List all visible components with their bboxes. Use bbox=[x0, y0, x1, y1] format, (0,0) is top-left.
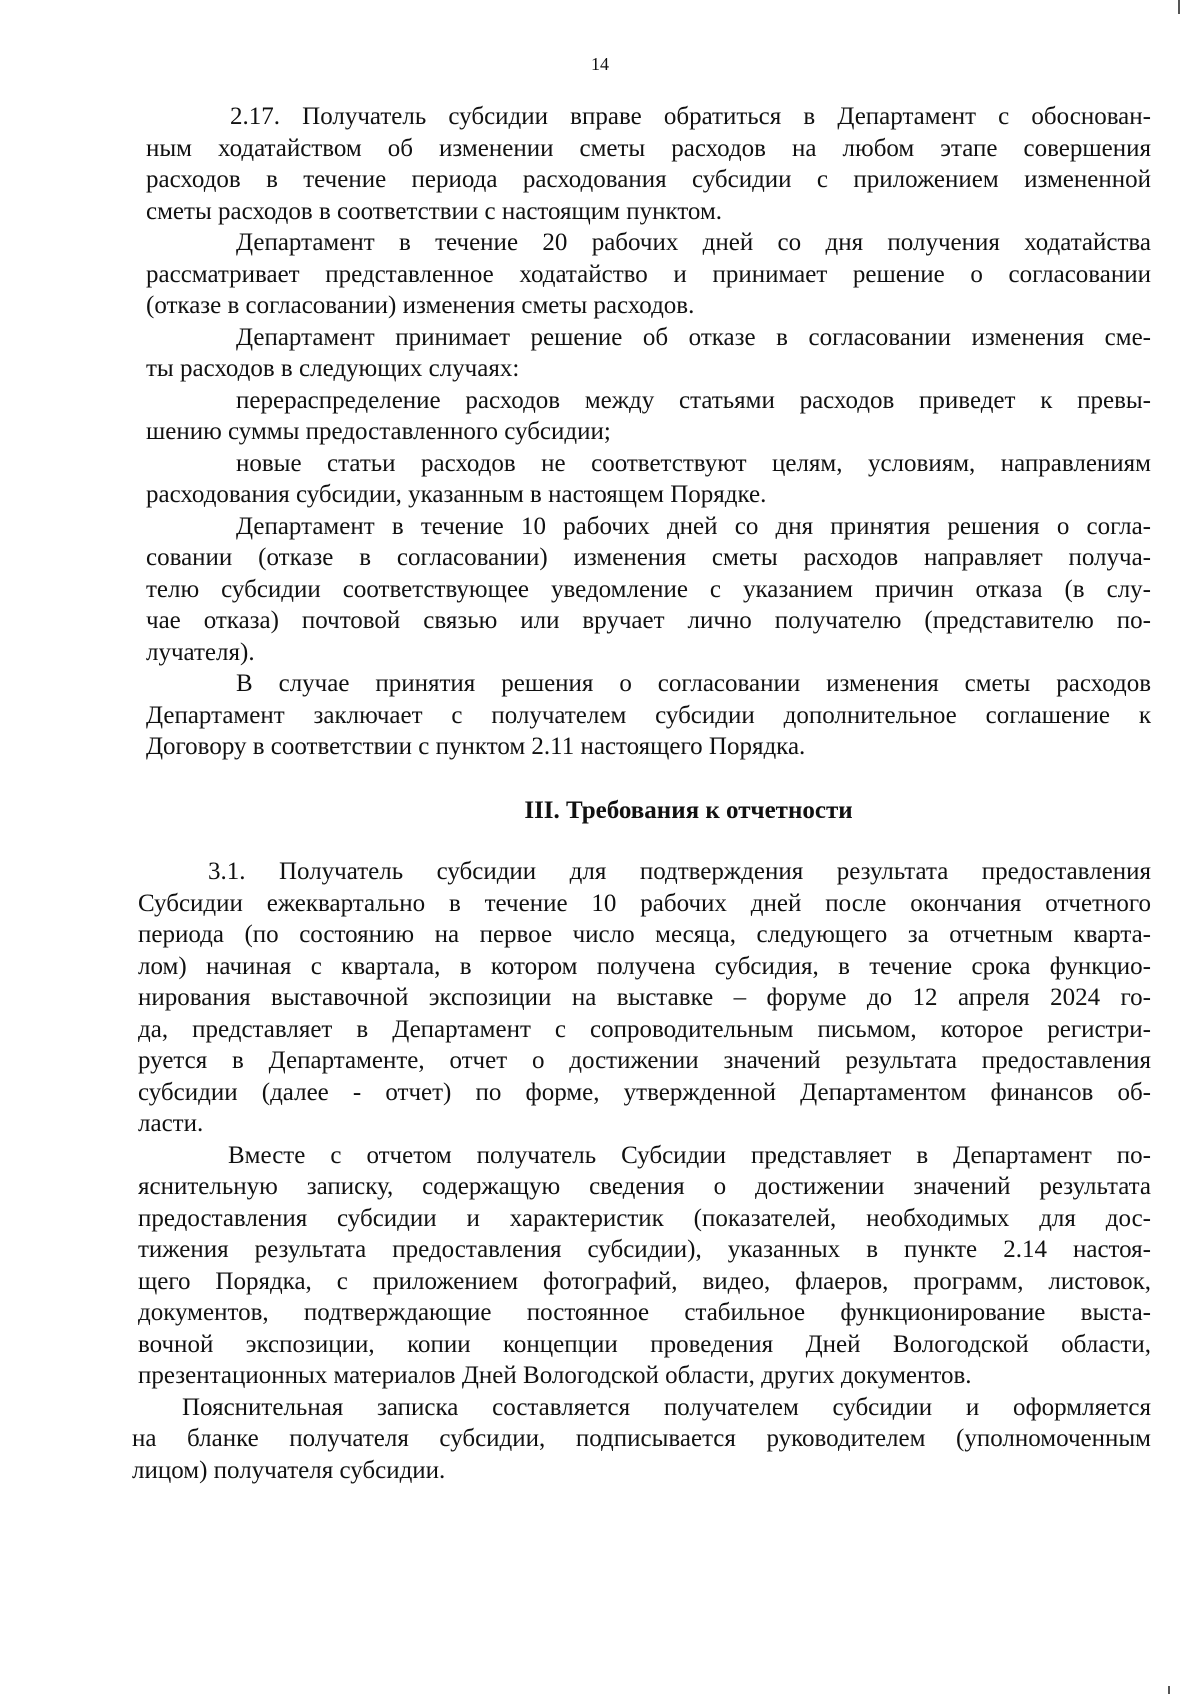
paragraph-line: на бланке получателя субсидии, подписывается руководителем (уполномоченным bbox=[132, 1425, 1151, 1452]
paragraph-line: щего Порядка, с приложением фотографий, видео, флаеров, программ, листовок, bbox=[138, 1267, 1151, 1295]
paragraph-line: Пояснительная записка составляется получателем субсидии и оформляется bbox=[182, 1393, 1151, 1421]
paragraph-line: ным ходатайством об изменении сметы расходов на любом этапе совершения bbox=[146, 134, 1151, 162]
paragraph-line: 3.1. Получатель субсидии для подтверждения результата предоставления bbox=[208, 858, 1151, 885]
paragraph-line: Договору в соответствии с пунктом 2.11 настоящего Порядка. bbox=[146, 733, 806, 760]
paragraph-line: да, представляет в Департамент с сопроводительным письмом, которое регистри- bbox=[138, 1015, 1151, 1043]
paragraph-line: 2.17. Получатель субсидии вправе обратиться в Департамент с обоснован- bbox=[230, 103, 1151, 130]
paragraph-line: периода (по состоянию на первое число месяца, следующего за отчетным кварта- bbox=[138, 921, 1151, 948]
paragraph-line: лом) начиная с квартала, в котором получена субсидия, в течение срока функцио- bbox=[138, 952, 1151, 980]
document-body bbox=[132, 101, 1151, 1486]
paragraph-line: расходов в течение периода расходования субсидии с приложением измененной bbox=[146, 166, 1151, 193]
paragraph-line: (отказе в согласовании) изменения сметы расходов. bbox=[146, 292, 695, 319]
paragraph-line: лучателя). bbox=[146, 638, 255, 666]
scan-mark bbox=[1168, 1686, 1170, 1694]
paragraph-line: Департамент принимает решение об отказе в согласовании изменения сме- bbox=[236, 323, 1151, 351]
section-heading: III. Требования к отчетности bbox=[524, 796, 853, 824]
paragraph-line: ты расходов в следующих случаях: bbox=[146, 355, 520, 382]
paragraph-line: Вместе с отчетом получатель Субсидии представляет в Департамент по- bbox=[228, 1141, 1151, 1169]
paragraph-line: совании (отказе в согласовании) изменения сметы расходов направляет получа- bbox=[146, 544, 1151, 571]
paragraph-line: шению суммы предоставленного субсидии; bbox=[146, 418, 611, 445]
page-number: 14 bbox=[591, 54, 609, 74]
paragraph-line: рассматривает представленное ходатайство и принимает решение о согласовании bbox=[146, 260, 1151, 288]
paragraph-line: Субсидии ежеквартально в течение 10 рабочих дней после окончания отчетного bbox=[138, 889, 1151, 917]
paragraph-line: чае отказа) почтовой связью или вручает лично получателю (представителю по- bbox=[146, 607, 1151, 634]
paragraph-line: новые статьи расходов не соответствуют целям, условиям, направлениям bbox=[236, 449, 1151, 477]
paragraph-line: субсидии (далее - отчет) по форме, утвержденной Департаментом финансов об- bbox=[138, 1078, 1151, 1106]
paragraph-line: вочной экспозиции, копии концепции проведения Дней Вологодской области, bbox=[138, 1330, 1151, 1358]
paragraph-line: нирования выставочной экспозиции на выставке – форуме до 12 апреля 2024 го- bbox=[138, 984, 1151, 1011]
paragraph-line: В случае принятия решения о согласовании изменения сметы расходов bbox=[236, 670, 1151, 697]
paragraph-line: тижения результата предоставления субсидии), указанных в пункте 2.14 настоя- bbox=[138, 1236, 1151, 1263]
paragraph-line: руется в Департаменте, отчет о достижении значений результата предоставления bbox=[138, 1047, 1151, 1074]
paragraph-line: презентационных материалов Дней Вологодской области, других документов. bbox=[138, 1362, 972, 1389]
paragraph-line: Департамент заключает с получателем субсидии дополнительное соглашение к bbox=[146, 701, 1151, 729]
paragraph-line: лицом) получателя субсидии. bbox=[132, 1456, 446, 1484]
scan-mark bbox=[1178, 0, 1180, 14]
paragraph-line: яснительную записку, содержащую сведения о достижении значений результата bbox=[138, 1173, 1151, 1200]
paragraph-line: перераспределение расходов между статьями расходов приведет к превы- bbox=[236, 386, 1151, 414]
paragraph-line: расходования субсидии, указанным в настоящем Порядке. bbox=[146, 481, 767, 508]
paragraph-line: Департамент в течение 20 рабочих дней со дня получения ходатайства bbox=[236, 229, 1151, 256]
paragraph-line: телю субсидии соответствующее уведомление с указанием причин отказа (в слу- bbox=[146, 575, 1151, 603]
paragraph-line: Департамент в течение 10 рабочих дней со дня принятия решения о согла- bbox=[236, 512, 1151, 540]
paragraph-line: предоставления субсидии и характеристик (показателей, необходимых для дос- bbox=[138, 1204, 1151, 1232]
paragraph-line: ласти. bbox=[138, 1110, 204, 1137]
paragraph-line: документов, подтверждающие постоянное стабильное функционирование выста- bbox=[138, 1299, 1151, 1326]
paragraph-line: сметы расходов в соответствии с настоящим пунктом. bbox=[146, 197, 723, 225]
